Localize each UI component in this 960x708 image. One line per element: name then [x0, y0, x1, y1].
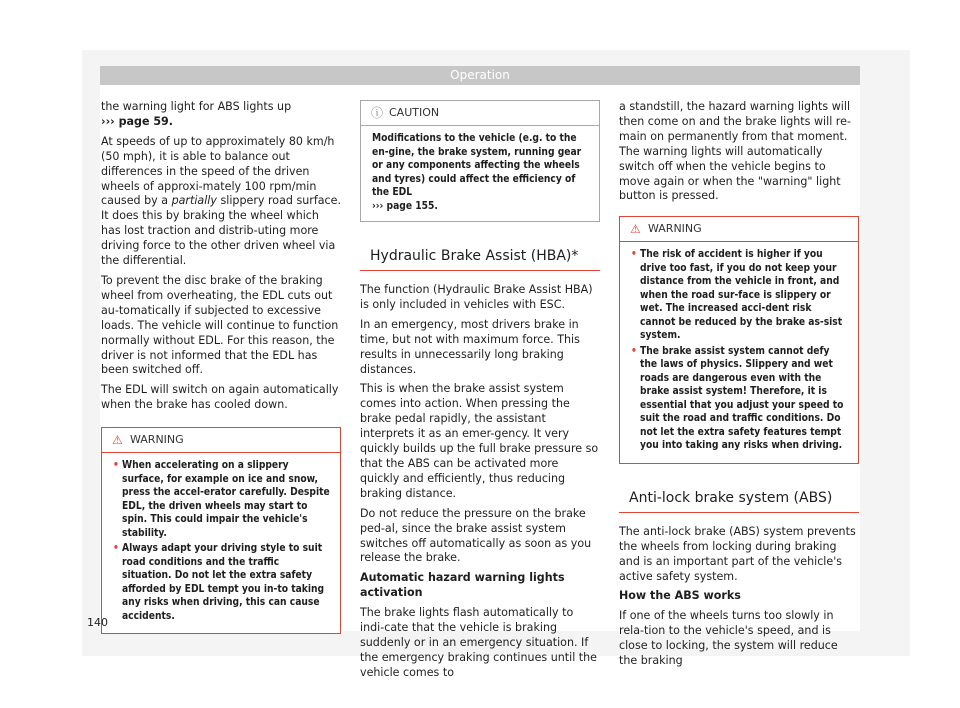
bullet-icon: •	[631, 249, 637, 261]
subheading: Automatic hazard warning lights activation	[360, 571, 565, 600]
warning-box-body	[620, 242, 858, 463]
section-heading	[360, 246, 600, 271]
warning-box	[619, 216, 859, 464]
text: the warning light for ABS lights up	[101, 100, 292, 113]
warning-triangle-icon: ⚠	[112, 433, 123, 448]
paragraph: The anti-lock brake (ABS) system prevents the wheels from locking during braking and is an important part of the vehicle's active safety system.	[619, 524, 856, 583]
caution-box	[360, 100, 600, 222]
paragraph: The brake lights flash automatically to indi-cate that the vehicle is braking suddenly or in an emergency situation. If the emergency braking continues until the vehicle comes to	[360, 606, 598, 679]
warning-item	[631, 248, 849, 343]
warning-box-header	[102, 428, 340, 453]
info-circle-icon: ⓘ	[371, 106, 384, 120]
chapter-title: Operation	[450, 68, 510, 82]
caution-title: CAUTION	[389, 106, 440, 119]
caution-box-body	[361, 126, 599, 221]
page-link[interactable]: ››› page 155.	[372, 200, 438, 212]
page-link[interactable]: ››› page 59.	[101, 114, 173, 128]
warning-item	[113, 459, 331, 540]
bullet-icon: •	[631, 345, 637, 357]
bullet-icon: •	[113, 460, 119, 472]
warning-item-text: When accelerating on a slippery surface, for example on ice and snow, press the accel-erator carefully. Despite EDL, the driven wheels may start to spin. This could impair the vehicle's stability.	[122, 460, 330, 539]
warning-triangle-icon: ⚠	[630, 222, 641, 237]
caution-text: Modifications to the vehicle (e.g. to the en-gine, the brake system, running gear or any components affecting the wheels and tyres) could affect the efficiency of the EDL	[372, 133, 582, 198]
warning-item	[113, 542, 331, 623]
warning-item-text: The brake assist system cannot defy the laws of physics. Slippery and wet roads are dangerous even with the brake assist system! Therefore, it is essential that you adjust your speed to suit the road and traffic conditions. Do not let the extra safety features tempt you into taking any risks when driving.	[640, 345, 844, 452]
section-heading	[619, 488, 859, 513]
paragraph: This is when the brake assist system comes into action. When pressing the brake pedal rapidly, the assistant interprets it as an emer-gency. It very quickly builds up the full brake pressure so that the ABS can be activated more quickly and efficiently, thus reducing braking distance.	[360, 382, 599, 500]
warning-box-body	[102, 453, 340, 633]
paragraph: The EDL will switch on again automatically when the brake has cooled down.	[101, 383, 339, 412]
emphasis-text: partially	[171, 194, 217, 208]
page-number: 140	[87, 616, 108, 629]
paragraph: Do not reduce the pressure on the brake ped-al, since the brake assist system switches off automatically as soon as you release the brake.	[360, 506, 592, 565]
paragraph	[101, 100, 341, 130]
chapter-header	[100, 66, 860, 85]
bullet-icon: •	[113, 543, 119, 555]
warning-item-text: The risk of accident is higher if you drive too fast, if you do not keep your distance from the vehicle in front, and when the road sur-face is slippery or wet. The increased acci-dent risk cannot be reduced by the brake as-sist system.	[640, 249, 843, 342]
warning-box-header	[620, 217, 858, 242]
section-title: Hydraulic Brake Assist (HBA)*	[370, 248, 579, 264]
column-3	[619, 100, 859, 674]
text: At speeds of up to approximately 80 km/h (50 mph), it is able to balance out differences in the speed of the driven wheels of approxi-mately 100 rpm/min caused by a	[101, 134, 335, 208]
warning-item	[631, 345, 849, 453]
paragraph: a standstill, the hazard warning lights will then come on and the brake lights will re-main on permanently from that moment. The warning lights will automatically switch off when the vehicle begins to move again or when the "warning" light button is pressed.	[619, 100, 851, 203]
warning-title: WARNING	[648, 222, 702, 236]
section-title: Anti-lock brake system (ABS)	[629, 489, 833, 506]
paragraph: If one of the wheels turns too slowly in rela-tion to the vehicle's speed, and is close to locking, the system will reduce the braking	[619, 609, 838, 668]
paragraph: To prevent the disc brake of the braking wheel from overheating, the EDL cuts out au-tomatically if subjected to excessive loads. The vehicle will continue to function normally without EDL. For this reason, the driver is not informed that the EDL has been switched off.	[101, 273, 339, 377]
subheading: How the ABS works	[619, 589, 741, 603]
paragraph	[101, 135, 341, 269]
warning-item-text: Always adapt your driving style to suit road conditions and the traffic situation. Do not let the extra safety afforded by EDL tempt you in-to taking any risks when driving, this can cause accidents.	[122, 543, 325, 622]
paragraph: In an emergency, most drivers brake in time, but not with maximum force. This results in unnecessarily long braking distances.	[360, 317, 580, 376]
warning-box	[101, 427, 341, 634]
column-2	[360, 100, 600, 686]
warning-title: WARNING	[130, 433, 184, 447]
column-1	[101, 100, 341, 634]
paragraph: The function (Hydraulic Brake Assist HBA) is only included in vehicles with ESC.	[360, 283, 593, 311]
text: slippery road surface. It does this by braking the wheel which has lost traction and distrib-uting more driving force to the other driven wheel via the differential.	[101, 194, 341, 268]
caution-box-header	[361, 101, 599, 126]
